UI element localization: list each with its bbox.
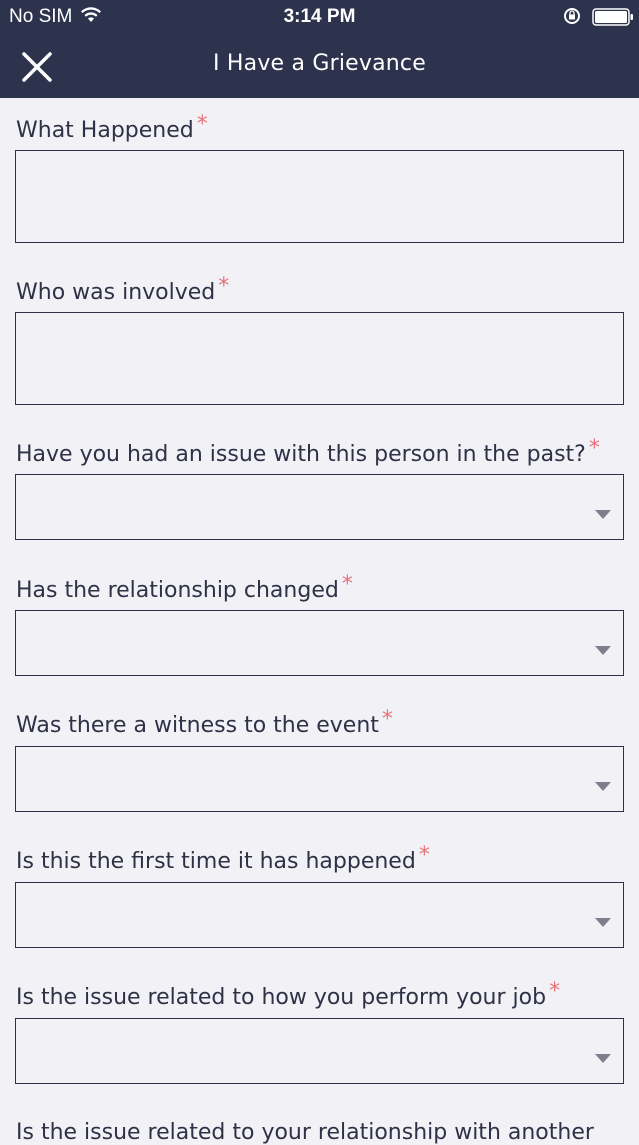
required-asterisk: *: [418, 843, 430, 868]
field-label-text: Is the issue related to how you perform your job: [16, 985, 547, 1010]
field-label-what-happened: [16, 112, 208, 143]
field-label-who-involved: [16, 274, 230, 305]
carrier-label: No SIM: [9, 6, 73, 27]
required-asterisk: *: [381, 707, 393, 732]
field-label-text: Have you had an issue with this person in the past?: [16, 442, 586, 467]
required-asterisk: *: [218, 274, 230, 299]
chevron-down-icon: [595, 1054, 611, 1063]
field-label-text: Was there a witness to the event: [16, 713, 379, 738]
required-asterisk: *: [588, 436, 600, 461]
field-label-witness: [16, 707, 393, 738]
field-label-text: Has the relationship changed: [16, 578, 339, 603]
battery-icon: [592, 8, 634, 26]
field-label-first-time: [16, 843, 430, 874]
field-label-text: Is this the first time it has happened: [16, 849, 416, 874]
app-header: [0, 0, 639, 98]
field-label-text: Is the issue related to your relationship with another: [16, 1120, 594, 1145]
status-time: 3:14 PM: [283, 6, 356, 27]
relationship-changed-select[interactable]: [15, 610, 624, 676]
who-involved-textarea[interactable]: [15, 312, 624, 405]
witness-select[interactable]: [15, 746, 624, 812]
chevron-down-icon: [595, 918, 611, 927]
past-issue-select[interactable]: [15, 474, 624, 540]
field-label-past-issue: [16, 436, 600, 467]
required-asterisk: *: [341, 572, 353, 597]
field-label-relationship-another: [16, 1120, 594, 1145]
field-label-job-performance: [16, 979, 561, 1010]
chevron-down-icon: [595, 510, 611, 519]
first-time-select[interactable]: [15, 882, 624, 948]
what-happened-textarea[interactable]: [15, 150, 624, 243]
rotation-lock-icon: [563, 7, 581, 25]
chevron-down-icon: [595, 646, 611, 655]
required-asterisk: *: [549, 979, 561, 1004]
field-label-relationship-changed: [16, 572, 353, 603]
field-label-text: What Happened: [16, 118, 194, 143]
job-performance-select[interactable]: [15, 1018, 624, 1084]
field-label-text: Who was involved: [16, 280, 216, 305]
required-asterisk: *: [196, 112, 208, 137]
chevron-down-icon: [595, 782, 611, 791]
status-bar: [0, 0, 639, 34]
page-title: I Have a Grievance: [213, 51, 426, 76]
